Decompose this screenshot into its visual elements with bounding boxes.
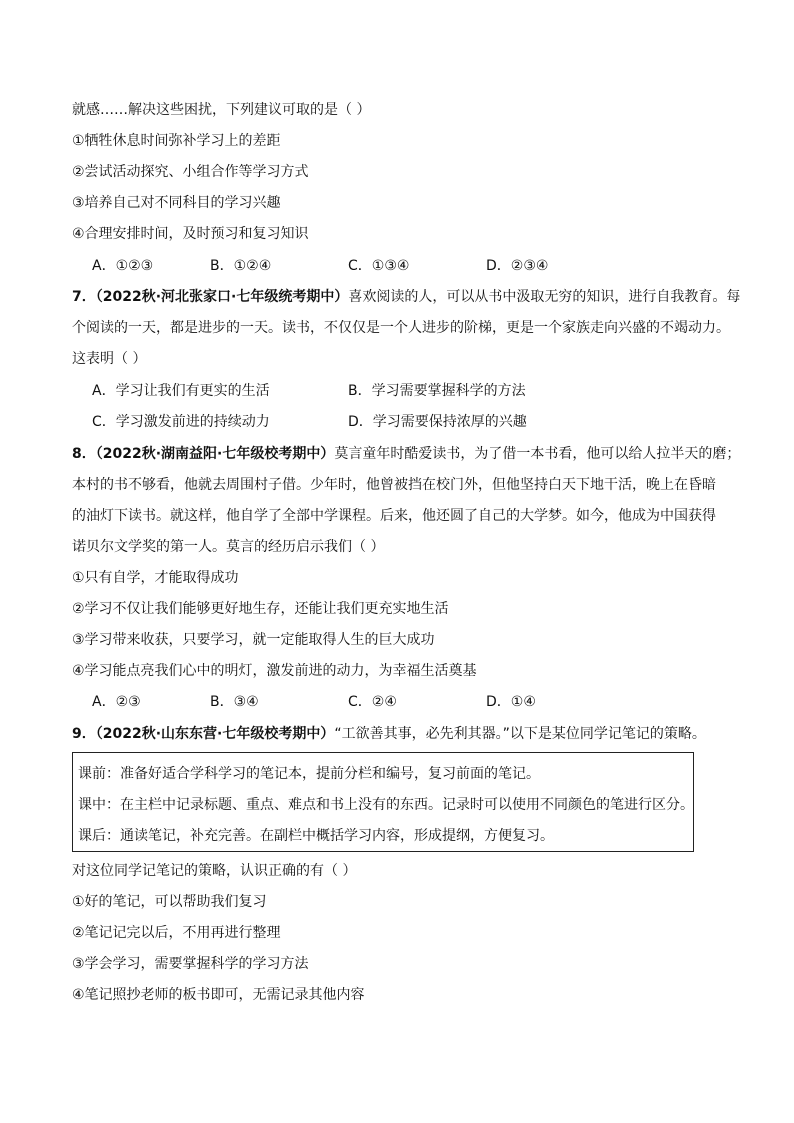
q7-option-d[interactable]: D．学习需要保持浓厚的兴趣 (348, 414, 527, 430)
q9-prompt: 对这位同学记笔记的策略，认识正确的有（ ） (72, 863, 357, 879)
q7-stem-text: 喜欢阅读的人，可以从书中汲取无穷的知识，进行自我教育。每 (348, 289, 741, 305)
q9-item-2: ②笔记记完以后，不用再进行整理 (72, 925, 281, 941)
q6-item-4: ④合理安排时间，及时预习和复习知识 (72, 226, 309, 242)
q8-number: 8． (72, 446, 96, 462)
q7-option-c[interactable]: C．学习激发前进的持续动力 (92, 414, 270, 430)
q7-option-a[interactable]: A．学习让我们有更实的生活 (92, 383, 270, 399)
q8-option-b[interactable]: B．③④ (210, 694, 259, 710)
q8-option-d[interactable]: D．①④ (486, 694, 536, 710)
q7-number: 7． (72, 289, 96, 305)
q6-item-1: ①牺牲休息时间弥补学习上的差距 (72, 133, 281, 149)
q8-item-4: ④学习能点亮我们心中的明灯，激发前进的动力，为幸福生活奠基 (72, 663, 477, 679)
q6-item-3: ③培养自己对不同科目的学习兴趣 (72, 195, 281, 211)
q7-stem-line-1 (72, 288, 740, 306)
q8-item-2: ②学习不仅让我们能够更好地生存，还能让我们更充实地生活 (72, 601, 449, 617)
q8-stem-line-2: 本村的书不够看，他就去周围村子借。少年时，他曾被挡在校门外，但他坚持白天下地干活，晚上在昏暗 (72, 477, 716, 493)
q6-option-d[interactable]: D．②③④ (486, 258, 549, 274)
box-line-during-class: 课中：在主栏中记录标题、重点、难点和书上没有的东西。记录时可以使用不同颜色的笔进行区分。 (78, 797, 694, 813)
q8-stem-line-3: 的油灯下读书。就这样，他自学了全部中学课程。后来，他还圆了自己的大学梦。如今，他成为中国获得 (72, 508, 716, 524)
q8-option-a[interactable]: A．②③ (92, 694, 141, 710)
q8-option-c[interactable]: C．②④ (348, 694, 397, 710)
box-line-before-class: 课前：准备好适合学科学习的笔记本，提前分栏和编号，复习前面的笔记。 (78, 766, 540, 782)
q9-source: （2022秋·山东东营·七年级校考期中） (95, 726, 335, 742)
q7-source: （2022秋·河北张家口·七年级统考期中） (95, 289, 349, 305)
box-line-after-class: 课后：通读笔记，补充完善。在副栏中概括学习内容，形成提纲，方便复习。 (78, 828, 554, 844)
q7-stem-line-3: 这表明（ ） (72, 351, 147, 367)
q6-item-2: ②尝试活动探究、小组合作等学习方式 (72, 164, 309, 180)
q8-item-1: ①只有自学，才能取得成功 (72, 570, 239, 586)
q9-item-3: ③学会学习，需要掌握科学的学习方法 (72, 956, 309, 972)
notes-strategy-box (72, 752, 694, 852)
q8-stem-text: 莫言童年时酷爱读书，为了借一本书看，他可以给人拉半天的磨； (334, 446, 741, 462)
q9-item-4: ④笔记照抄老师的板书即可，无需记录其他内容 (72, 987, 365, 1003)
q9-number: 9． (72, 726, 96, 742)
q8-source: （2022秋·湖南益阳·七年级校考期中） (95, 446, 335, 462)
q6-option-a[interactable]: A．①②③ (92, 258, 154, 274)
q8-item-3: ③学习带来收获，只要学习，就一定能取得人生的巨大成功 (72, 632, 435, 648)
q7-stem-line-2: 个阅读的一天，都是进步的一天。读书，不仅仅是一个人进步的阶梯，更是一个家族走向兴盛的不竭动力。 (72, 320, 730, 336)
q9-item-1: ①好的笔记，可以帮助我们复习 (72, 894, 267, 910)
q7-option-b[interactable]: B．学习需要掌握科学的方法 (348, 383, 526, 399)
q9-stem-text: “工欲善其事，必先利其器。”以下是某位同学记笔记的策略。 (334, 726, 706, 742)
q8-stem-line-1 (72, 445, 740, 463)
q6-option-c[interactable]: C．①③④ (348, 258, 410, 274)
q6-stem-tail: 就感……解决这些困扰，下列建议可取的是（ ） (72, 102, 371, 118)
q6-option-b[interactable]: B．①②④ (210, 258, 272, 274)
q9-stem-line-1 (72, 725, 706, 743)
q8-stem-line-4: 诺贝尔文学奖的第一人。莫言的经历启示我们（ ） (72, 539, 385, 555)
